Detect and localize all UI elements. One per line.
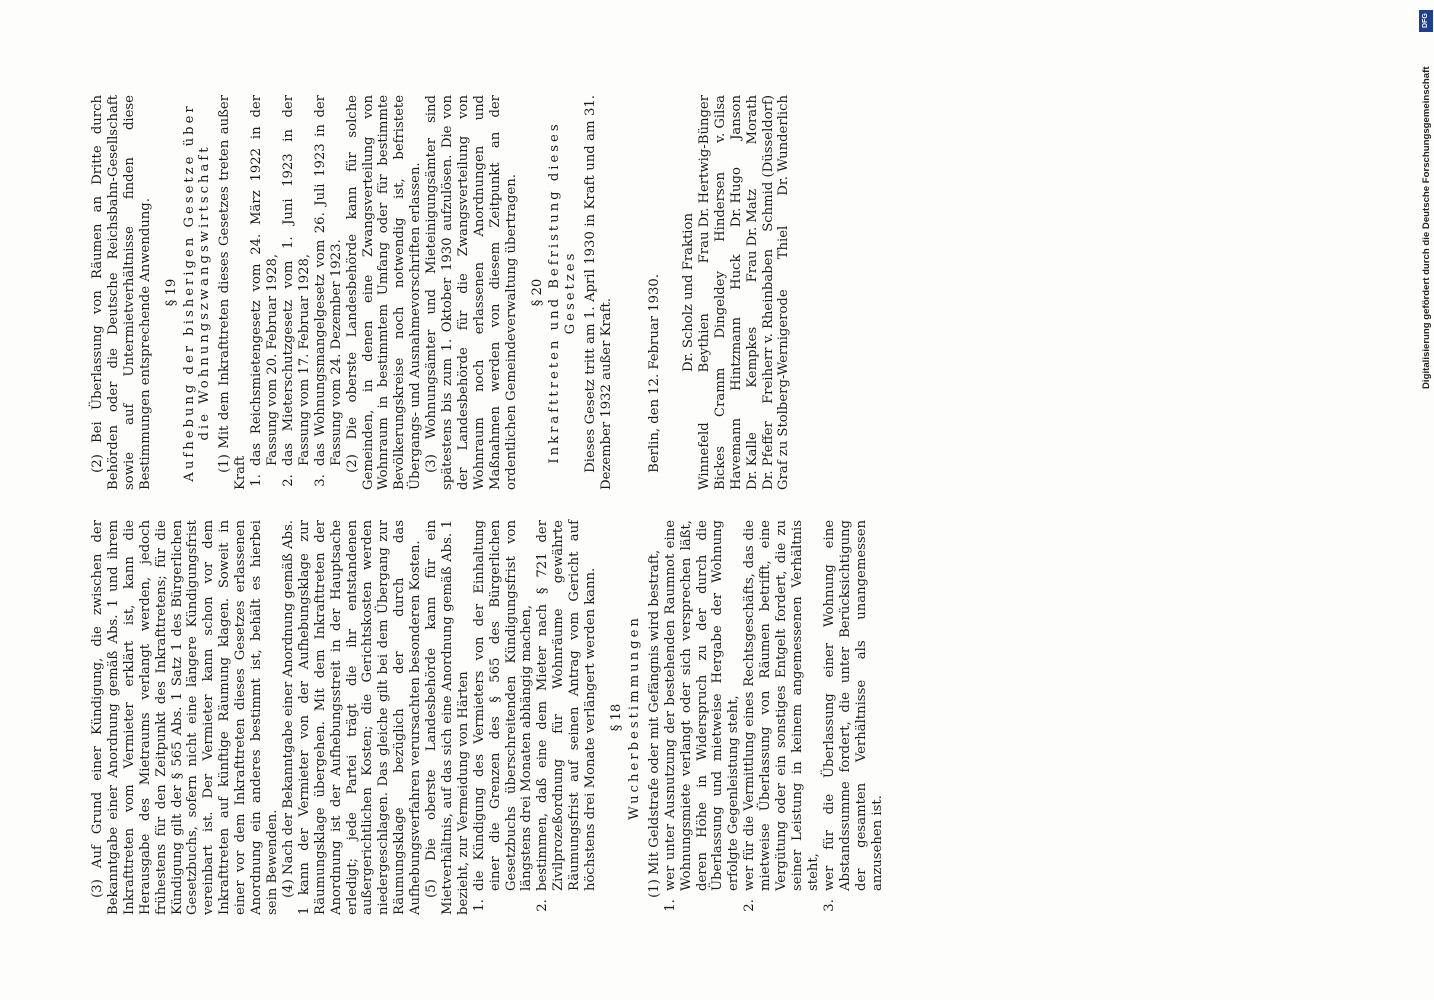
section-19-paragraph-3: (3) Wohnungsämter und Mieteinigungsämter sind spätestens bis zum 1. Oktober 1930 aufzulösen. Die von der Landesbehörde für die Zwangsverteilung von Wohnraum noch erlassenen Anordnungen und Maßnahmen werden von diesem Zeitpunkt an der ordentlichen Gemeindeverwaltung übertragen. (424, 95, 519, 490)
paragraph-4: (4) Nach der Bekanntgabe einer Anordnung gemäß Abs. 1 kann der Vermieter von der Aufhebungsklage zur Räumungsklage übergehen. Mit dem Inkrafttreten der Anordnung ist der Aufhebungsstreit in der Hauptsache erledigt; jede Partei trägt die ihr entstandenen außergerichtlichen Kosten; die Gerichtskosten werden niedergeschlagen. Das gleiche gilt bei dem Übergang zur Räumungsklage bezüglich der durch das Aufhebungsverfahren verursachten besonderen Kosten. (280, 520, 424, 915)
list-item: 2. bestimmen, daß eine dem Mieter nach § 721 der Zivilprozeßordnung für Wohnräume gewährte Räumungsfrist auf seinen Antrag vom Gericht auf höchstens drei Monate verlängert werden kann. (535, 520, 599, 895)
date-line: Berlin, den 12. Februar 1930. (647, 274, 663, 473)
section-19-list (249, 95, 344, 490)
list-item: 3. das Wohnungsmangelgesetz vom 26. Juli 1923 in der Fassung vom 24. Dezember 1923. (313, 95, 345, 470)
section-19-paragraph-2: (2) Die oberste Landesbehörde kann für solche Gemeinden, in denen eine Zwangsverteilung von Wohnraum in bestimmtem Umfang oder für bestimmte Bevölkerungskreise noch notwendig ist, befristete Übergangs- und Ausnahmevorschriften erlassen. (344, 95, 424, 490)
signer-name: Cramm (712, 367, 728, 417)
signer-name: v. Gilsa (712, 95, 728, 143)
signer-name: Frau Dr. Hertwig-Bünger (696, 95, 712, 264)
section-number-20: § 20 (529, 278, 545, 307)
signer-name: Thiel (776, 225, 792, 260)
left-column (90, 520, 885, 915)
list-item: 1. wer unter Ausnutzung der bestehenden Raumnot eine Wohnungsmiete verlangt oder sich versprechen läßt, deren Höhe in Widerspruch zu der durch die Überlassung und mietweise Hergabe der Wohnung erfolgte Gegenleistung steht, (663, 520, 743, 895)
signer-name: Beythien (696, 313, 712, 373)
list-item: 2. das Mieterschutzgesetz vom 1. Juni 1923 in der Fassung vom 17. Februar 1928, (281, 95, 313, 470)
signer-name: Bickes (712, 446, 728, 490)
signer-name: Hintzmann (728, 317, 744, 391)
paragraph-5-list (472, 520, 599, 915)
signer-name: Dr. Hugo (728, 167, 744, 228)
list-item: 1. die Kündigung des Vermieters von der Einhaltung einer die Grenzen des § 565 des Bürgerlichen Gesetzbuchs überschreitenden Kündigungsfrist von längstens drei Monaten abhängig machen, (472, 520, 536, 895)
signer-name: Morath (744, 95, 760, 145)
signer-name: Dingeldey (712, 271, 728, 339)
signer-name: Freiherr v. Rheinbaben (760, 249, 776, 404)
signature-row (776, 95, 792, 490)
section-heading-20: Inkrafttreten und Befristung dieses Gesetzes (547, 121, 579, 464)
right-column (90, 95, 792, 490)
paragraph-5: (5) Die oberste Landesbehörde kann für ein Mietverhältnis, auf das sich eine Anordnung gemäß Abs. 1 bezieht, zur Vermeidung von Härten (424, 520, 471, 915)
signer-name: Frau Dr. Matz (744, 188, 760, 283)
signer-name: Dr. Kalle (744, 432, 760, 490)
signature-row (761, 95, 777, 490)
section-number-19: § 19 (163, 278, 179, 307)
signer-name: Graf zu Stolberg-Wernigerode (776, 289, 792, 490)
signer-name: Huck (728, 254, 744, 290)
funding-notice: Digitalisierung gefördert durch die Deutsche Forschungsgemeinschaft (1421, 66, 1432, 389)
signer-name: Dr. Pfeffer (760, 421, 776, 490)
signatory-line: Dr. Scholz und Fraktion (681, 213, 696, 372)
list-item: 1. das Reichsmietengesetz vom 24. März 1922 in der Fassung vom 20. Februar 1928, (249, 95, 281, 470)
signer-name: Dr. Wunderlich (776, 95, 792, 196)
paragraph-2: (2) Bei Überlassung von Räumen an Dritte durch Behörden oder die Deutsche Reichsbahn-Gesellschaft sowie auf Untermietverhältnisse finden diese Bestimmungen entsprechende Anwendung. (90, 95, 153, 490)
section-heading-19: Aufhebung der bisherigen Gesetze über die Wohnungszwangswirtschaft (181, 103, 213, 482)
section-18-intro: (1) Mit Geldstrafe oder mit Gefängnis wird bestraft, (646, 549, 662, 898)
section-number-18: § 18 (609, 703, 624, 732)
signature-row (729, 95, 745, 490)
section-18-list (663, 520, 886, 915)
signer-name: Kempkes (744, 326, 760, 388)
signature-row (697, 95, 713, 490)
signer-name: Hindersen (712, 172, 728, 242)
dfg-logo: DFG (1419, 10, 1433, 32)
list-item: 3. wer für die Überlassung einer Wohnung eine Abstandssumme fordert, die unter Berücksichtigung der gesamten Verhältnisse als unangemessen anzusehen ist. (822, 520, 886, 895)
list-item: 2. wer für die Vermittlung eines Rechtsgeschäfts, das die mietweise Überlassung von Räumen betrifft, eine Vergütung oder ein sonstiges Entgelt fordert, die zu seiner Leistung in keinem angemessenen Verhältnis steht, (742, 520, 822, 895)
paragraph-3: (3) Auf Grund einer Kündigung, die zwischen der Bekanntgabe einer Anordnung gemäß Abs. 1 und ihrem Inkrafttreten vom Vermieter erklärt ist, kann die Herausgabe des Mietraums verlangt werden, jedoch frühestens für den Zeitpunkt des Inkrafttretens; für die Kündigung gilt der § 565 Abs. 1 Satz 1 des Bürgerlichen Gesetzbuchs, sofern nicht eine längere Kündigungsfrist vereinbart ist. Der Vermieter kann schon vor dem Inkrafttreten auf künftige Räumung klagen. Soweit in einer vor dem Inkrafttreten dieses Gesetzes erlassenen Anordnung ein anderes bestimmt ist, behält es hierbei sein Bewenden. (90, 520, 280, 915)
rotated-print-page (90, 90, 1050, 915)
signer-name: Janson (728, 95, 744, 140)
signature-block (697, 95, 792, 490)
section-heading-18: Wucherbestimmungen (626, 615, 642, 820)
signature-row (745, 95, 761, 490)
signer-name: Schmid (Düsseldorf) (760, 95, 776, 232)
signature-row (713, 95, 729, 490)
section-19-intro: (1) Mit dem Inkrafttreten dieses Gesetzes treten außer Kraft (217, 95, 249, 490)
signer-name: Havemann (728, 418, 744, 490)
signer-name: Winnefeld (696, 422, 712, 490)
section-20-text: Dieses Gesetz tritt am 1. April 1930 in Kraft und am 31. Dezember 1932 außer Kraft. (583, 95, 615, 490)
